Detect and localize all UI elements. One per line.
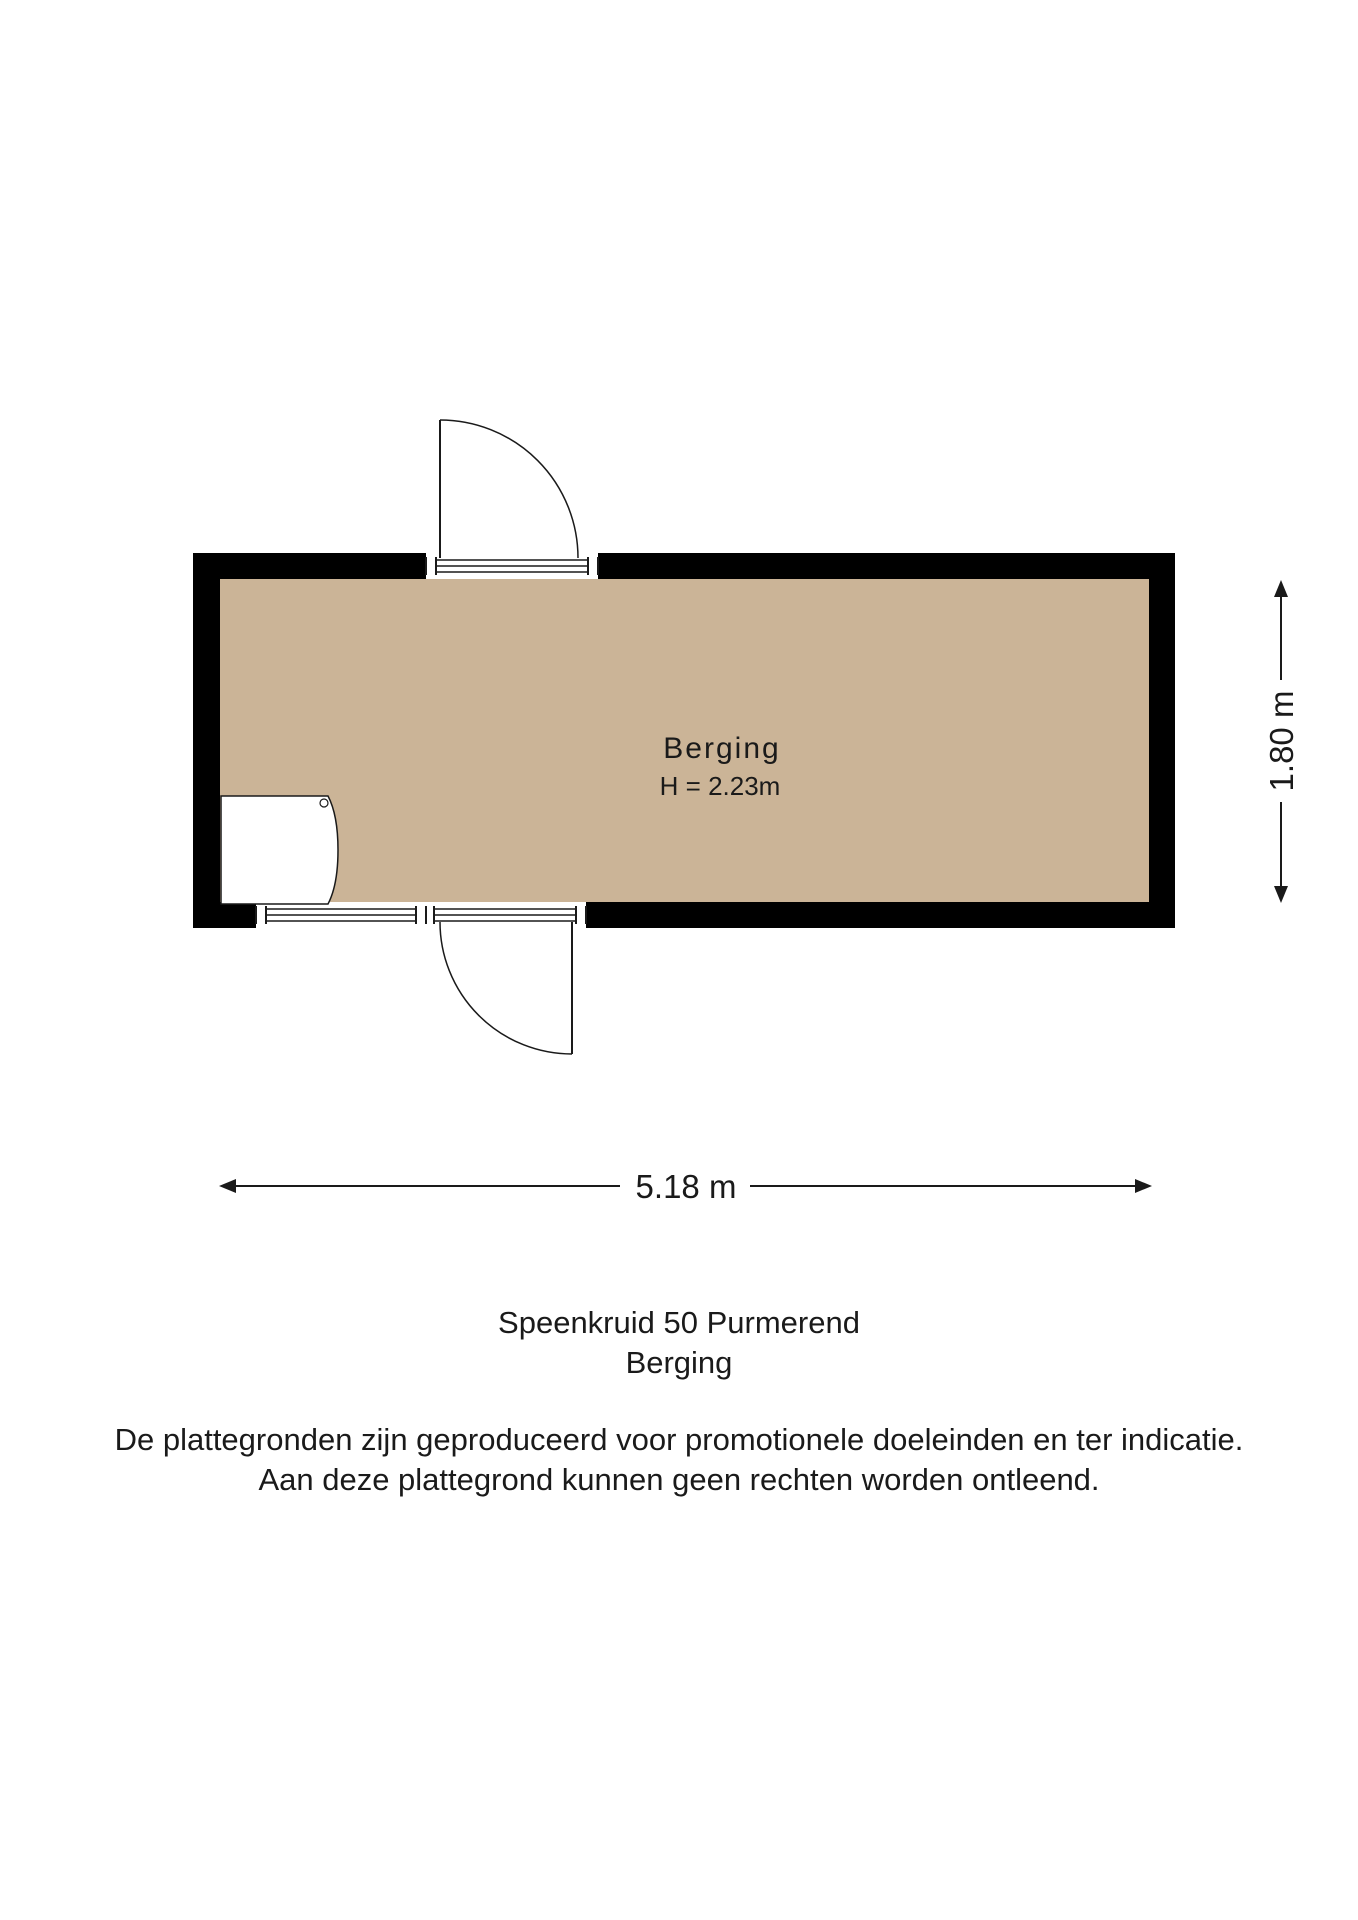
floor-name-text: Berging (625, 1345, 733, 1380)
bottom-door-swing-arc (440, 922, 572, 1054)
address-text: Speenkruid 50 Purmerend (498, 1305, 860, 1340)
disclaimer-block (0, 1420, 1358, 1500)
room-name-label: Berging (663, 732, 781, 765)
disclaimer-line-2: Aan deze plattegrond kunnen geen rechten worden ontleend. (258, 1462, 1100, 1497)
width-dimension-label: 5.18 m (635, 1168, 737, 1205)
width-arrow-right (1135, 1179, 1152, 1193)
depth-dimension-label: 1.80 m (1263, 690, 1300, 792)
disclaimer-line-1: De plattegronden zijn geproduceerd voor promotionele doeleinden en ter indicatie. (114, 1422, 1244, 1457)
width-arrow-left (219, 1179, 236, 1193)
caption-block (0, 1303, 1358, 1383)
depth-arrow-bottom (1274, 886, 1288, 903)
depth-arrow-top (1274, 580, 1288, 597)
boiler-unit (221, 796, 338, 904)
top-door-swing-arc (440, 420, 578, 558)
room-height-label: H = 2.23m (659, 771, 781, 801)
